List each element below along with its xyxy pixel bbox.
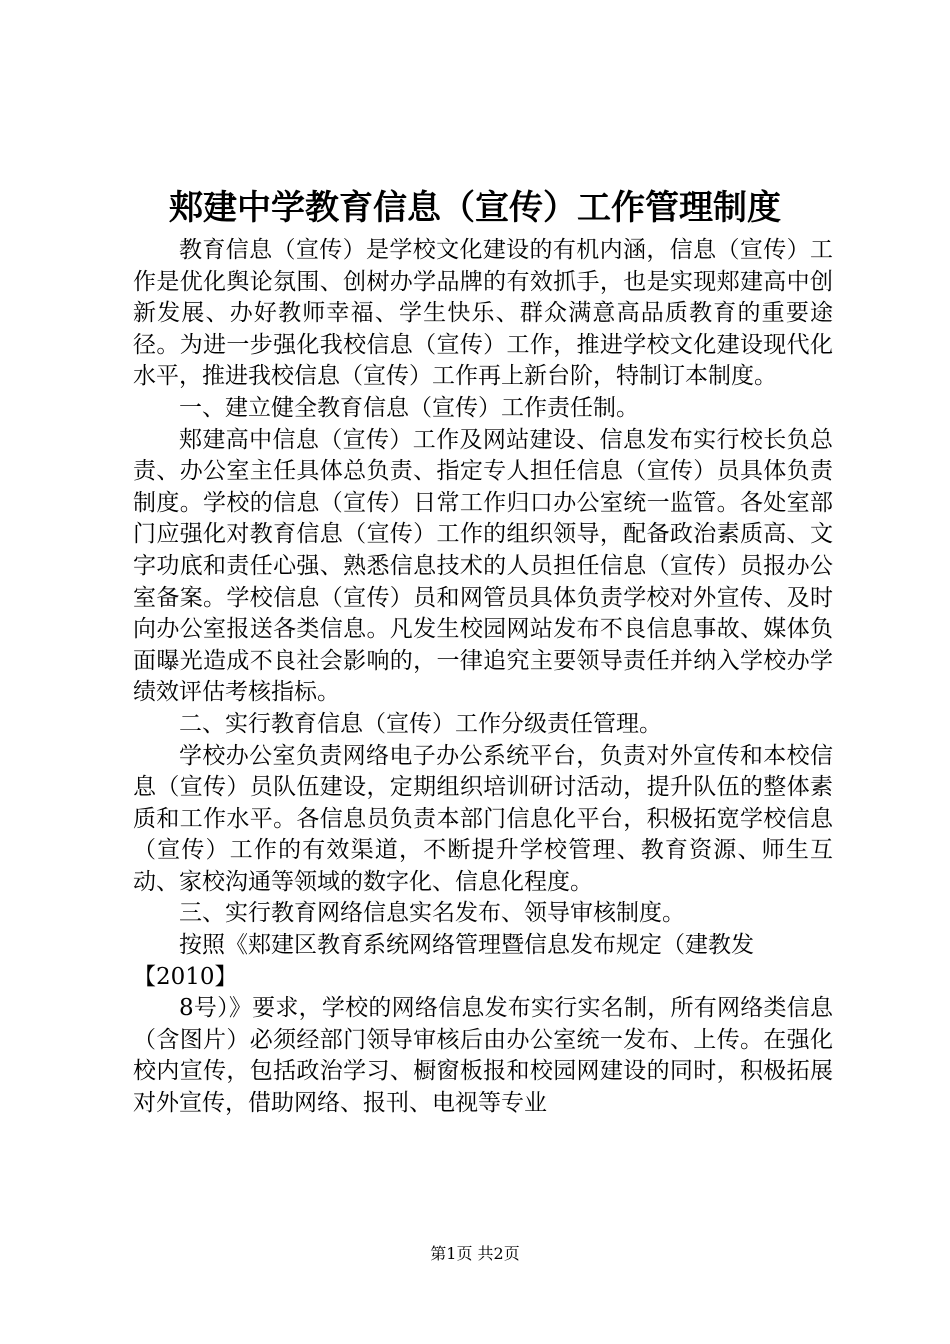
document-number-bracket: 【2010】 [133,963,238,990]
section-heading-2: 二、实行教育信息（宣传）工作分级责任管理。 [179,710,662,737]
page-total: 共2页 [477,1244,520,1263]
section-heading-3: 三、实行教育网络信息实名发布、领导审核制度。 [179,900,685,927]
page-footer [0,1243,950,1265]
document-title: 郏建中学教育信息（宣传）工作管理制度 [169,188,781,228]
section-paragraph-3-start: 按照《郏建区教育系统网络管理暨信息发布规定（建教发 [179,932,754,959]
page-number: 第1页 [430,1244,473,1263]
document-body [133,235,833,1120]
intro-paragraph: 教育信息（宣传）是学校文化建设的有机内涵，信息（宣传）工作是优化舆论氛围、创树办学品牌的有效抓手，也是实现郏建高中创新发展、办好教师幸福、学生快乐、群众满意高品质教育的重要途径。为进一步强化我校信息（宣传）工作，推进学校文化建设现代化水平，推进我校信息（宣传）工作再上新台阶，特制订本制度。 [133,237,833,390]
section-paragraph-1: 郏建高中信息（宣传）工作及网站建设、信息发布实行校长负总责、办公室主任具体总负责、指定专人担任信息（宣传）员具体负责制度。学校的信息（宣传）日常工作归口办公室统一监管。各处室部门应强化对教育信息（宣传）工作的组织领导，配备政治素质高、文字功底和责任心强、熟悉信息技术的人员担任信息（宣传）员报办公室备案。学校信息（宣传）员和网管员具体负责学校对外宣传、及时向办公室报送各类信息。凡发生校园网站发布不良信息事故、媒体负面曝光造成不良社会影响的，一律追究主要领导责任并纳入学校办学绩效评估考核指标。 [133,426,833,706]
section-heading-1: 一、建立健全教育信息（宣传）工作责任制。 [179,394,639,421]
section-paragraph-2: 学校办公室负责网络电子办公系统平台，负责对外宣传和本校信息（宣传）员队伍建设，定期组织培训研讨活动，提升队伍的整体素质和工作水平。各信息员负责本部门信息化平台，积极拓宽学校信息（宣传）工作的有效渠道，不断提升学校管理、教育资源、师生互动、家校沟通等领域的数字化、信息化程度。 [133,742,833,895]
section-paragraph-3-cont: 8号）》要求，学校的网络信息发布实行实名制，所有网络类信息（含图片）必须经部门领导审核后由办公室统一发布、上传。在强化校内宣传，包括政治学习、橱窗板报和校园网建设的同时，积极拓展对外宣传，借助网络、报刊、电视等专业 [133,995,833,1117]
